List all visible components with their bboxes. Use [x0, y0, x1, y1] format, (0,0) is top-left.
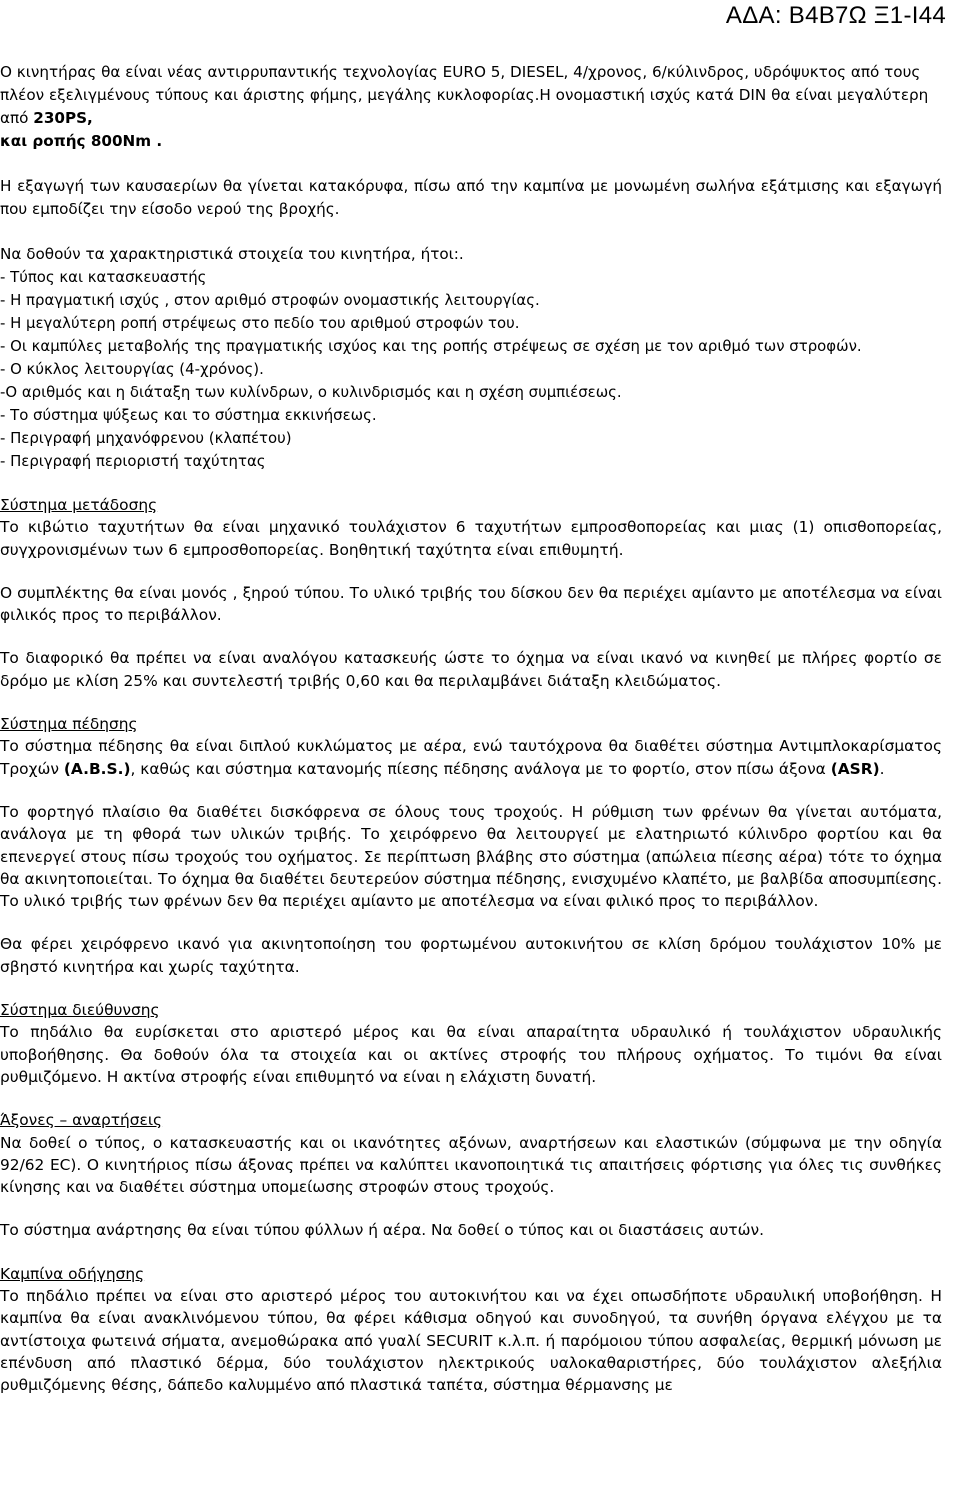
- braking-text-b: , καθώς και σύστημα κατανομής πίεσης πέδησης ανάλογα με το φορτίο, στον πίσω άξονα: [130, 759, 826, 778]
- engine-spec-item: - Το σύστημα ψύξεως και το σύστημα εκκινήσεως.: [0, 406, 377, 424]
- steering-paragraph: Το πηδάλιο θα ευρίσκεται στο αριστερό μέρος και θα είναι απαραίτητα υδραυλικό ή τουλάχιστον υδραυλικής υποβοήθησης. Θα δοθούν όλα τα στοιχεία και οι ακτίνες στροφής του πλήρους οχήματος. Το τιμόνι θα είναι ρυθμιζόμενο. Η ακτίνα στροφής είναι επιθυμητό να είναι η ελάχιστη δυνατή.: [0, 1023, 942, 1086]
- handbrake-paragraph: Θα φέρει χειρόφρενο ικανό για ακινητοποίηση του φορτωμένου αυτοκινήτου σε κλίση δρόμου τουλάχιστον 10% με σβηστό κινητήρα και χωρίς ταχύτητα.: [0, 935, 942, 976]
- braking-paragraph: [0, 735, 942, 780]
- engine-paragraph: [0, 61, 942, 153]
- asr-label: (ASR): [830, 759, 880, 778]
- cab-section: [0, 1263, 942, 1397]
- braking-text-c: .: [879, 759, 885, 778]
- exhaust-paragraph: Η εξαγωγή των καυσαερίων θα γίνεται κατακόρυφα, πίσω από την καμπίνα με μονωμένη σωλήνα εξάτμισης και εξαγωγή που εμποδίζει την είσοδο νερού της βροχής.: [0, 177, 942, 218]
- document-body: [0, 61, 942, 1397]
- engine-spec-item: - Οι καμπύλες μεταβολής της πραγματικής ισχύος και της ροπής στρέψεως σε σχέση με τον αριθμό των στροφών.: [0, 337, 862, 355]
- engine-spec-item: - Τύπος και κατασκευαστής: [0, 268, 207, 286]
- axles-paragraph: Να δοθεί ο τύπος, ο κατασκευαστής και οι ικανότητες αξόνων, αναρτήσεων και ελαστικών (σύμφωνα με την οδηγία 92/62 ΕC). Ο κινητήριος πίσω άξονας πρέπει να καλύπτει ικανοποιητικά τις απαιτήσεις φόρτισης για όλες τις συνθήκες κίνησης και να διαθέτει σύστημα υπομείωσης στροφών στους τροχούς.: [0, 1133, 942, 1197]
- steering-heading: Σύστημα διεύθυνσης: [0, 1001, 160, 1020]
- engine-torque-value: και ροπής 800Nm .: [0, 132, 163, 150]
- engine-specs-intro: Να δοθούν τα χαρακτηριστικά στοιχεία του κινητήρα, ήτοι:.: [0, 245, 464, 263]
- engine-power-value: 230PS,: [33, 109, 93, 127]
- engine-spec-item: -Ο αριθμός και η διάταξη των κυλίνδρων, ο κυλινδρισμός και η σχέση συμπιέσεως.: [0, 383, 622, 401]
- braking-text-a: Το σύστημα πέδησης θα είναι διπλού κυκλώματος με αέρα, ενώ ταυτόχρονα θα διαθέτει σύστημα Αντιμπλοκαρίσματος Τροχών: [0, 737, 942, 778]
- transmission-section: [0, 494, 942, 692]
- engine-spec-item: - Περιγραφή μηχανόφρενου (κλαπέτου): [0, 429, 292, 447]
- engine-spec-item: - Περιγραφή περιοριστή ταχύτητας: [0, 452, 266, 470]
- engine-spec-item: - Ο κύκλος λειτουργίας (4-χρόνος).: [0, 360, 264, 378]
- axles-heading: Άξονες – αναρτήσεις: [0, 1111, 163, 1130]
- gearbox-paragraph: Το κιβώτιο ταχυτήτων θα είναι μηχανικό τουλάχιστον 6 ταχυτήτων εμπροσθοπορείας και μιας (1) οπισθοπορείας, συγχρονισμένων των 6 εμπροσθοπορείας. Βοηθητική ταχύτητα είναι επιθυμητή.: [0, 518, 942, 559]
- engine-specs-list: [0, 266, 942, 473]
- abs-label: (A.B.S.): [63, 759, 131, 778]
- cab-heading: Καμπίνα οδήγησης: [0, 1264, 145, 1283]
- disc-brakes-paragraph: Το φορτηγό πλαίσιο θα διαθέτει δισκόφρενα σε όλους τους τροχούς. Η ρύθμιση των φρένων θα γίνεται αυτόματα, ανάλογα με τη φθορά των υλικών τριβής. Το χειρόφρενο θα λειτουργεί με ελατηριωτό κύλινδρο φορτίου και θα επενεργεί στους πίσω τροχούς του οχήματος. Σε περίπτωση βλάβης στο σύστημα (απώλεια πίεσης αέρα) τότε το όχημα θα ακινητοποιείται. Το όχημα θα διαθέτει δευτερεύον σύστημα πέδησης, ενισχυμένο κλαπέτο, με βαλβίδα αποσυμπίεσης. Το υλικό τριβής των φρένων δεν θα περιέχει αμίαντο με αποτέλεσμα να είναι φιλικό προς το περιβάλλον.: [0, 802, 942, 911]
- cab-paragraph: Το πηδάλιο πρέπει να είναι στο αριστερό μέρος του αυτοκινήτου και να έχει οπωσδήποτε υδραυλική υποβοήθηση. Η καμπίνα θα είναι ανακλινόμενου τύπου, θα φέρει κάθισμα οδηγού και συνοδηγού, τα συνήθη όργανα ελέγχου με τα αντίστοιχα φωτεινά σήματα, ανεμοθώρακα από γυαλί SECURIT κ.λ.π. ή παρόμοιου τύπου ασφαλείας, θερμική μόνωση με επένδυση από πλαστικό δέρμα, δύο τουλάχιστον ηλεκτρικούς υαλοκαθαριστήρες, δύο τουλάχιστον αλεξήλια ρυθμιζόμενης θέσης, δάπεδο καλυμμένο από πλαστικά ταπέτα, σύστημα θέρμανσης με: [0, 1287, 942, 1395]
- clutch-paragraph: Ο συμπλέκτης θα είναι μονός , ξηρού τύπου. Το υλικό τριβής του δίσκου δεν θα περιέχει αμίαντο με αποτέλεσμα να είναι φιλικός προς το περιβάλλον.: [0, 583, 942, 625]
- suspension-paragraph: Το σύστημα ανάρτησης θα είναι τύπου φύλλων ή αέρα. Να δοθεί ο τύπος και οι διαστάσεις αυτών.: [0, 1221, 764, 1240]
- engine-section: [0, 61, 942, 473]
- differential-paragraph: Το διαφορικό θα πρέπει να είναι αναλόγου κατασκευής ώστε το όχημα να είναι ικανό να κινηθεί με πλήρες φορτίο σε δρόμο με κλίση 25% και συντελεστή τριβής 0,60 και θα περιλαμβάνει διάταξη κλειδώματος.: [0, 649, 942, 690]
- engine-spec-item: - Η πραγματική ισχύς , στον αριθμό στροφών ονομαστικής λειτουργίας.: [0, 291, 540, 309]
- transmission-heading: Σύστημα μετάδοσης: [0, 496, 158, 514]
- engine-description: Ο κινητήρας θα είναι νέας αντιρρυπαντικής τεχνολογίας EURO 5, DIESEL, 4/χρονος, 6/κύλινδρος, υδρόψυκτος από τους πλέον εξελιγμένους τύπους και άριστης φήμης, μεγάλης κυκλοφορίας.Η ονομαστική ισχύς κατά DIN θα είναι μεγαλύτερη από: [0, 63, 929, 127]
- axles-section: [0, 1109, 942, 1241]
- braking-heading: Σύστημα πέδησης: [0, 715, 138, 734]
- braking-section: [0, 713, 942, 978]
- steering-section: [0, 999, 942, 1088]
- document-ada-code: ΑΔΑ: Β4Β7Ω Ξ1-Ι44: [725, 2, 946, 29]
- engine-spec-item: - Η μεγαλύτερη ροπή στρέψεως στο πεδίο του αριθμού στροφών του.: [0, 314, 520, 332]
